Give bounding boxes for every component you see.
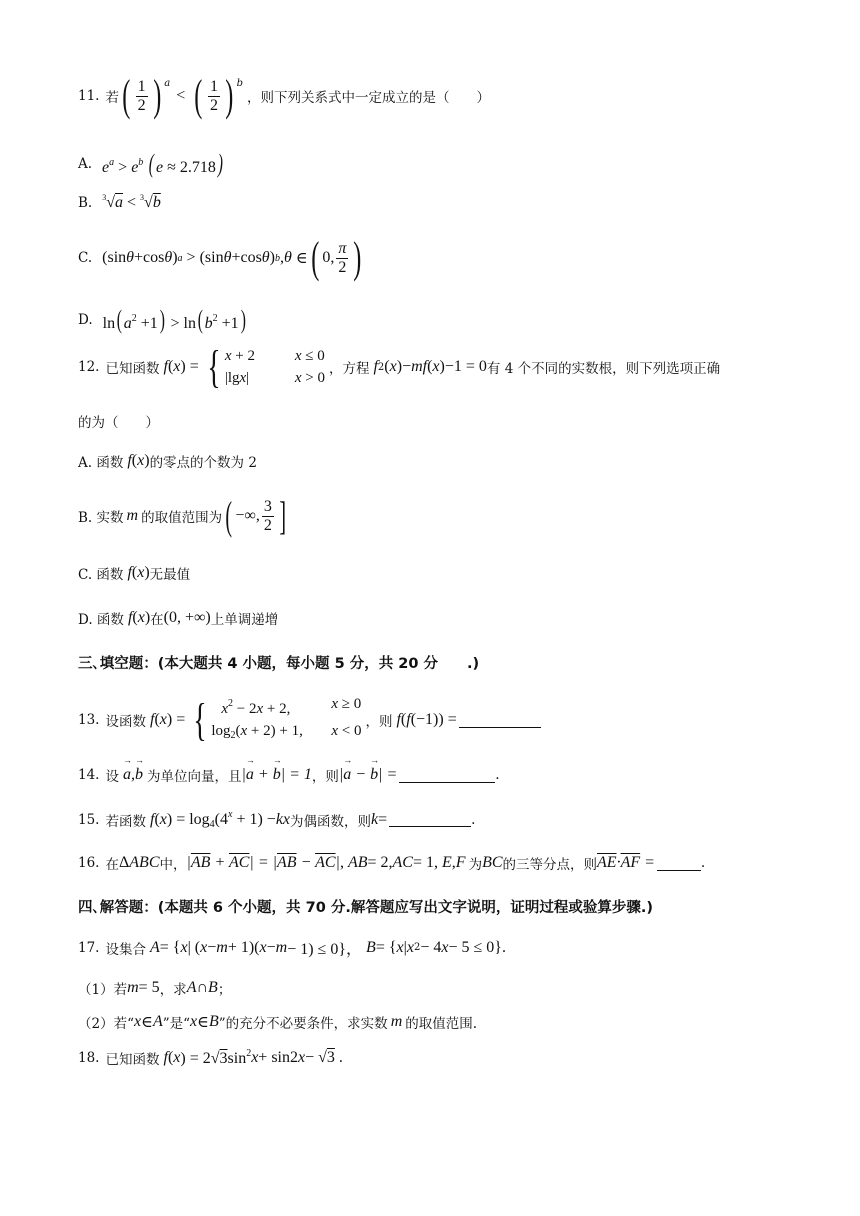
q14-stem: 14. 设 → a,→ b 为单位向量，且 |→ a + → b| = 1 ，则 |→ a − → b| = . — [78, 765, 500, 785]
q11-stem-prefix: 若 — [105, 90, 119, 106]
q17-number: 17. — [78, 939, 100, 956]
q14-stem-c: ，则 — [311, 769, 339, 785]
q13-stem: 13. 设函数 f ( x ) = { $x^2 - 2x + 2$, x ≥ 0 $\log_2(x + 2) + 1$, x < 0 ，则 f ( f (−1)) = — [78, 693, 541, 747]
q13-stem-b: ，则 — [365, 714, 393, 730]
q11-option-b-math: $^3$√a < $^3$√b — [102, 193, 161, 211]
q12-option-c-text: C. 函数 — [78, 567, 124, 583]
q12-option-b-text: B. 实数 — [78, 510, 124, 526]
q12-option-b-tail: 的取值范围为 — [141, 510, 223, 526]
q13-stem-a: 设函数 — [105, 714, 146, 730]
q11-stem — [78, 71, 491, 120]
q12-stem-a: 已知函数 — [105, 361, 160, 377]
q18-number: 18. — [78, 1050, 100, 1066]
q17-part1-a: （1）若 — [78, 982, 128, 998]
q13-answer-blank[interactable] — [459, 713, 541, 728]
q16-stem-c: 为 — [468, 857, 483, 873]
q11-option-d-math: ln( $a^2 +1) > \ln$( $b^2 +1$) — [102, 305, 246, 334]
q15-stem: 15. 若函数 f ( x ) = $\log_4(4^x + 1)$ − kx 为偶函数，则 k = . — [78, 809, 476, 830]
q12-number: 12. — [78, 359, 100, 375]
q12-option-a-tail: 的零点的个数为 2 — [149, 455, 257, 471]
q12-option-d-tail: 上单调递增 — [210, 612, 279, 628]
q17-part1-b: ，求 — [159, 982, 187, 998]
q14-number: 14. — [78, 767, 100, 783]
q11-stem-suffix: ，则下列关系式中一定成立的是（ ） — [247, 90, 491, 106]
q11-inequality: ( $\frac{1}{2}$ ) $^a$ < ( $\frac{1}{2}$ ) $^b$ — [122, 71, 244, 120]
q17-part2: （2）若“ x ∈ A ”是“ x ∈ B ”的充分不必要条件，求实数 m 的取值范围. — [78, 1013, 478, 1032]
q12-stem-c: 有 4 个不同的实数根，则下列选项正确 — [486, 361, 721, 377]
q12-stem-d: 的为（ ） — [78, 415, 159, 431]
q16-stem-b: 中， — [159, 857, 187, 873]
q16-answer-blank[interactable] — [657, 856, 701, 871]
q11-option-b-label: B. — [78, 194, 93, 211]
q15-answer-blank[interactable] — [389, 812, 471, 827]
q12-option-d-text: D. 函数 — [78, 612, 124, 628]
q17-part1: （1）若 m = 5 ，求 A ∩ B ； — [78, 979, 232, 998]
q11-option-c-math: (sin θ +cos θ ) a > (sin θ +cos θ ) b , θ ∈ ( 0, $\frac{\pi}{2}$ ) — [102, 233, 362, 282]
q14-answer-blank[interactable] — [399, 768, 495, 783]
q11-number: 11. — [78, 88, 100, 104]
q18-stem: 18. 已知函数 f ( x ) = $2√3\sin^2$ x + sin2 x − √3 . — [78, 1048, 343, 1068]
q11-option-c — [78, 233, 365, 282]
q12-option-a: A. 函数 f ( x ) 的零点的个数为 2 — [78, 452, 257, 471]
q11-option-b — [78, 193, 161, 212]
q11-option-d-label: D. — [78, 312, 93, 328]
q11-option-c-label: C. — [78, 250, 93, 266]
q14-stem-b: 为单位向量，且 — [146, 769, 242, 785]
q12-stem-cont — [78, 411, 159, 431]
q15-stem-a: 若函数 — [105, 813, 146, 830]
q11-option-a-label: A. — [78, 156, 93, 172]
q11-option-a-math: $e^a > e^b$ ( e ≈ 2.718) — [102, 149, 223, 178]
q15-number: 15. — [78, 811, 100, 828]
q12-option-d: D. 函数 f ( x ) 在 (0, +∞) 上单调递增 — [78, 609, 279, 628]
q17-stem: 17. 设集合 A = { x | ( x − m + 1)( x − m − 1) ≤ 0}， B = { x | x 2 − 4 x − 5 ≤ 0}. — [78, 938, 506, 958]
q16-stem-a: 在 — [105, 857, 119, 873]
q17-part2-a: （2）若“ — [78, 1016, 134, 1032]
q17-stem-a: 设集合 — [105, 941, 146, 958]
q13-piecewise: { $x^2 - 2x + 2$, x ≥ 0 $\log_2(x + 2) + 1$, x < 0 — [193, 694, 362, 745]
q13-number: 13. — [78, 712, 100, 728]
q18-stem-a: 已知函数 — [105, 1052, 160, 1068]
q15-stem-b: 为偶函数，则 — [290, 813, 372, 830]
q16-stem: 16. 在 Δ ABC 中， $|\overline{AB} + \overline{AC}| = |\overline{AB} - \overline{AC}|$ , AB = 2, AC = 1, E , F 为 BC 的三等分点，则 $\overline{AE}\cdot\overline{AF}$ = . — [78, 854, 706, 873]
q12-piecewise: { x + 2 x ≤ 0 |lgx| x > 0 — [207, 341, 325, 392]
q11-option-d — [78, 300, 247, 340]
q17-part2-b: ”是“ — [162, 1016, 191, 1032]
q12-option-d-mid: 在 — [150, 612, 164, 628]
q17-part2-d: 的取值范围. — [405, 1016, 478, 1032]
q12-stem-b: ，方程 — [328, 361, 370, 377]
q17-part2-c: ”的充分不必要条件，求实数 — [218, 1016, 388, 1032]
q12-option-c-tail: 无最值 — [149, 567, 191, 583]
q16-stem-d: 的三等分点，则 — [502, 857, 598, 873]
q12-option-a-text: A. 函数 — [78, 455, 124, 471]
q12-option-b: B. 实数 m 的取值范围为 ( −∞, $\frac{3}{2}$ ] — [78, 493, 286, 538]
q12-stem: 12. 已知函数 f ( x ) = { x + 2 x ≤ 0 |lgx| x > 0 ，方程 f 2 ( x )− mf ( x )−1 = 0 有 4 个不同的实数根，则下列选项正确 — [78, 341, 721, 392]
q16-number: 16. — [78, 855, 100, 871]
q11-option-a — [78, 144, 225, 184]
q12-option-c: C. 函数 f ( x ) 无最值 — [78, 564, 191, 583]
section4-heading: 四､解答题：(本题共 6 个小题，共 70 分.解答题应写出文字说明，证明过程或验算步骤.) — [78, 900, 653, 916]
section3-heading: 三､填空题：(本大题共 4 小题，每小题 5 分，共 20 分 .) — [78, 656, 480, 672]
q14-stem-a: 设 — [105, 769, 119, 785]
